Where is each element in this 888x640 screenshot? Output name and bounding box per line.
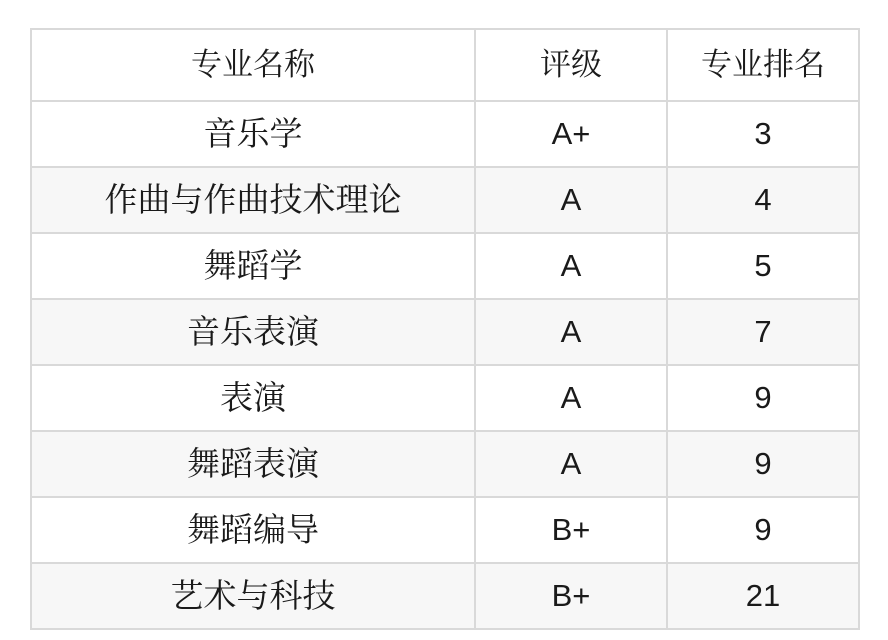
table-header bbox=[31, 29, 859, 101]
cell-rank: 9 bbox=[667, 431, 859, 497]
table-header-row bbox=[31, 29, 859, 101]
cell-grade: A bbox=[475, 299, 667, 365]
column-header-rank: 专业排名 bbox=[667, 29, 859, 101]
table-row bbox=[31, 497, 859, 563]
cell-major: 音乐学 bbox=[31, 101, 475, 167]
table-body bbox=[31, 101, 859, 629]
cell-rank: 7 bbox=[667, 299, 859, 365]
table-row bbox=[31, 365, 859, 431]
table-row bbox=[31, 167, 859, 233]
major-ranking-table-container bbox=[30, 28, 858, 630]
column-header-major: 专业名称 bbox=[31, 29, 475, 101]
table-row bbox=[31, 431, 859, 497]
table-row bbox=[31, 299, 859, 365]
cell-major: 舞蹈学 bbox=[31, 233, 475, 299]
table-row bbox=[31, 101, 859, 167]
cell-major: 作曲与作曲技术理论 bbox=[31, 167, 475, 233]
table-row bbox=[31, 563, 859, 629]
major-ranking-table bbox=[30, 28, 860, 630]
table-row bbox=[31, 233, 859, 299]
cell-grade: A bbox=[475, 233, 667, 299]
cell-rank: 9 bbox=[667, 365, 859, 431]
cell-grade: A bbox=[475, 167, 667, 233]
cell-grade: B+ bbox=[475, 497, 667, 563]
cell-major: 表演 bbox=[31, 365, 475, 431]
cell-major: 舞蹈编导 bbox=[31, 497, 475, 563]
cell-grade: B+ bbox=[475, 563, 667, 629]
cell-major: 艺术与科技 bbox=[31, 563, 475, 629]
column-header-grade: 评级 bbox=[475, 29, 667, 101]
cell-rank: 3 bbox=[667, 101, 859, 167]
cell-rank: 5 bbox=[667, 233, 859, 299]
cell-grade: A bbox=[475, 365, 667, 431]
cell-grade: A+ bbox=[475, 101, 667, 167]
cell-grade: A bbox=[475, 431, 667, 497]
cell-rank: 9 bbox=[667, 497, 859, 563]
cell-rank: 4 bbox=[667, 167, 859, 233]
cell-major: 舞蹈表演 bbox=[31, 431, 475, 497]
cell-major: 音乐表演 bbox=[31, 299, 475, 365]
cell-rank: 21 bbox=[667, 563, 859, 629]
